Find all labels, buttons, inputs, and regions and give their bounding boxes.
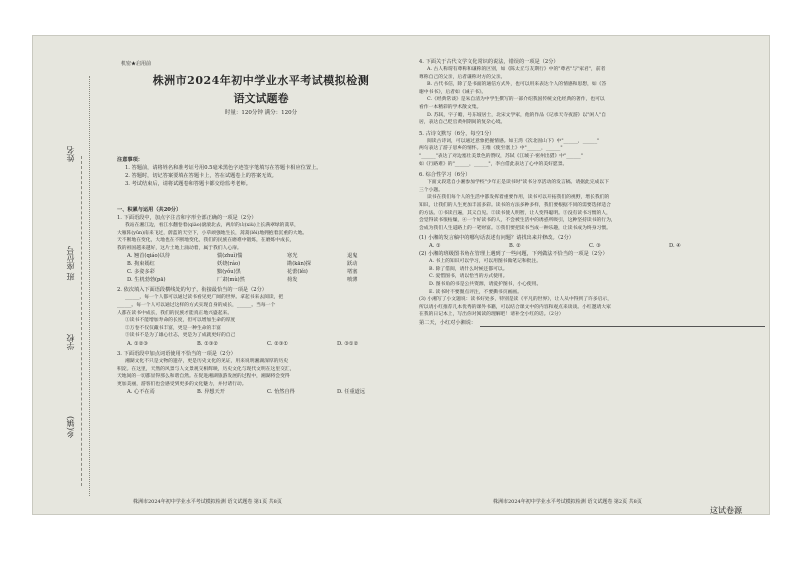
- q2-passage-line: 人都在读书中成长，我们的民族才能真正地兴盛起来。: [117, 310, 233, 316]
- q4-stem: 4. 下面关于古代文学文化常识的说法，错误的一项是（2分）: [419, 59, 559, 65]
- q2-passage-line: ______。每一个人可以通过这样的方式实现自身的成长，______。当每一个: [117, 302, 276, 308]
- q3-passage-line: 积淀。在这里，天然的风景与人文景观交相辉映，历史文化与现代文明在这里交汇，: [117, 366, 295, 372]
- exam-page-2: [413, 36, 769, 514]
- option-cell: A. ①: [429, 243, 441, 250]
- q6-sub2-option: B. 除了借阅，请什么时候还都可以。: [429, 266, 508, 272]
- q6-passage-line: 知识，让我们的人生更加丰富多彩。读书的方法多种多样，我们要根据不同的需要选择适合: [419, 202, 611, 208]
- scanned-exam-sheet: [33, 36, 769, 514]
- q3-passage-line: 天地间的一切都显得那么和谐自然。在促进湘湖旅游发展的过程中，湘湖将会变得: [117, 374, 290, 380]
- option-cell: 荷发: [287, 277, 298, 284]
- q2-choice: ①读书不能增加寿命的长度，但可以增加生命的厚度: [125, 318, 236, 324]
- option-cell: 惴(zhuì)惴: [217, 253, 243, 260]
- margin-township-label: 乡(镇): [66, 416, 75, 439]
- option-cell: D. ④: [669, 243, 681, 250]
- q4-option-line: 看作一本精彩的学术散文集。: [419, 104, 482, 110]
- option-cell: C. 多姿多彩: [127, 269, 155, 276]
- q6-sub1: (1) 小湘的发言稿中的哪句话表述有问题？请找出来并修改。（2分）: [419, 235, 574, 242]
- page2-footer: 株洲市2024年初中学业水平考试模拟检测 语文试题卷 第2页 共8页: [493, 499, 642, 505]
- q5-line: 阅读古诗词，可以通过意象把握情感。如王湾《次北固山下》中"______，______": [427, 138, 600, 144]
- q4-option-line: C.《经典常谈》是朱自清为中学生撰写的一部介绍我国传统文化经典的著作，也可以: [427, 97, 605, 103]
- q1-option-d: [117, 276, 397, 284]
- q6-sub2-option: E. 读书时不要圈点评注，不要撕书页画画。: [429, 289, 522, 295]
- q3-options: [117, 388, 397, 396]
- q6-stem: 6. 综合性学习（6分）: [419, 172, 471, 179]
- q2-options: [117, 340, 397, 348]
- q6-intro-line: 下面文段选自小湘参加学校"少年正是读书时"读书分享活动的发言稿。请据此完成以下: [427, 180, 609, 186]
- q6-sub2-option: D. 图书角的书是公共资源，请爱护图书，小心使用。: [429, 282, 542, 288]
- q6-sub1-options: [419, 242, 765, 250]
- q6-sub3-line: 在我的日记本上，写出你对阅读的理解吧！请补全小红的话。（2分）: [419, 312, 564, 318]
- option-cell: C. ③: [589, 243, 601, 250]
- q2-passage-line: ______，每一个人都可以通过读书看见更广阔的世界。拿起书来去阅读，把: [125, 295, 284, 301]
- note-item: 2. 答题时，切记答案要填在答题卡上，答在试题卷上的答案无效。: [125, 173, 277, 179]
- margin-seat-label: 班 座位号: [66, 246, 75, 281]
- q4-option-line: D. 苏轼，字子瞻，号东坡居士，北宋文学家，他的作品《记承天寺夜游》以"闲人"自: [427, 112, 607, 118]
- notes-title: 注意事项：: [117, 157, 143, 163]
- q1-option-c: [117, 268, 397, 276]
- q6-sub2-option: A. 书上的知识可以学习，可以用图书做笔记和批注。: [429, 259, 542, 265]
- q1-option-b: [117, 260, 397, 268]
- q1-passage-line: 我站在湘江边，看江水翻卷着(qiào)滚滚北去，两岸的山(xiù)上长满翠绿的蒿草，: [125, 223, 299, 228]
- option-cell: D. 任重道远: [337, 389, 366, 396]
- q5-line: 如《行路难》的"______，______"，李白借此表达了心中的美好愿景。: [419, 161, 568, 167]
- q6-sub2-option: C. 爱惜图书，请以恰当的方式使用。: [429, 274, 508, 280]
- option-cell: D. ③①②: [337, 340, 359, 347]
- q1-option-a: [117, 252, 397, 260]
- option-cell: 退鬼: [347, 253, 358, 260]
- option-cell: B. 拘束嫣红: [127, 261, 155, 268]
- q1-stem: 1. 下面语段中，加点字注音和字形全部正确的一项是（2分）: [117, 215, 257, 221]
- q5-line: 两句表达了游子思乡的情怀。王维《使至塞上》中"______，______": [419, 146, 563, 152]
- exam-subtitle: 语文试题卷: [233, 92, 289, 105]
- q4-option-line: B. 古代书信，除了是书面的通信方式外，也可以用来表达个人的情感和思想，如《答: [427, 82, 607, 88]
- q2-choice: ③读书不是为了雄心壮志，更是为了成就更好的自己: [125, 333, 236, 339]
- option-cell: 花蕾(lěi): [287, 269, 308, 276]
- q6-answer-row: [419, 319, 765, 327]
- option-cell: D. 生机勃勃(pā): [127, 277, 166, 284]
- q6-passage-line: 会成为我们人生道路上的一笔财富。⑤我们要把读书当成一种乐趣，让读书成为终身习惯。: [419, 225, 611, 231]
- secret-label: 机密★启用前: [121, 61, 152, 67]
- option-cell: 厂肃(mù)然: [217, 277, 245, 284]
- option-cell: 跃动: [347, 261, 358, 268]
- q4-block: [419, 58, 765, 327]
- option-cell: C. 怡然自得: [267, 389, 295, 396]
- q6-sub3-line: 所以请小红推荐几本优秀的课外书籍，可以结合课文中的内容和观点来谈谈。小红邀请大家: [419, 304, 611, 310]
- option-cell: B. ①③②: [197, 340, 219, 347]
- option-cell: B. ②: [509, 243, 521, 250]
- option-cell: 妖娆(ráo): [217, 261, 241, 268]
- q6-intro-line: 三个小题。: [419, 187, 443, 193]
- option-cell: 黯(yǒu)黑: [217, 269, 241, 276]
- margin-school-label: 学校: [66, 334, 75, 350]
- option-cell: 堵塞: [347, 269, 358, 276]
- option-cell: 勘(kān)探: [287, 261, 311, 268]
- note-item: 1. 答题前，请将姓名和准考证号用0.5毫米黑色字迹签字笔填写在答题卡相应位置上。: [125, 165, 322, 171]
- option-cell: C. ②③①: [267, 340, 289, 347]
- q4-option-line: A. 古人称谓有尊称和谦称的区别，如《陈太丘与友期行》中的"尊君"与"家君"，前者: [427, 67, 606, 72]
- exam-page-1: [33, 36, 403, 514]
- q4-option-line: 谢中书书》，后者如《诫子书》。: [419, 89, 487, 95]
- q3-stem: 3. 下面语段中加点词语使用不恰当的一项是（2分）: [117, 350, 236, 357]
- option-cell: 寒光: [287, 253, 298, 260]
- q6-passage-line: 的方法。①书读百遍，其义自见。②读书使人明智，让人变得聪明。③没有读书习惯的人，: [419, 210, 611, 216]
- q5-line: "______"表达了对边塞壮美景色的赞叹，苏轼《江城子·密州出猎》中"______": [419, 153, 583, 159]
- source-watermark-label: 这试卷源: [710, 506, 742, 515]
- option-cell: A. 心不在焉: [127, 389, 155, 396]
- q1-passage-line: 天不断地在变化，大地也在不断地变化，我们的民族在磨难中锻炼，在磨炼中成长，: [117, 238, 295, 244]
- q2-choice: ②万卷不仅仅藏书丰富，更是一种生命的丰富: [125, 325, 221, 331]
- q6-answer-label: 第二天，小红对小湘说：: [419, 320, 477, 327]
- q4-option-line: 居，表达自己贬官黄州期间的复杂心境。: [419, 120, 506, 126]
- q2-stem: 2. 依次填入下面语段横线处的句子，衔接最恰当的一项是（2分）: [117, 287, 267, 294]
- binding-line-inner: [89, 76, 90, 496]
- q3-passage-line: 更加美丽，游客们也会感受到更多的文化魅力，并付诸行动。: [117, 381, 247, 387]
- notes-block: [117, 156, 397, 188]
- q5-stem: 5. 古诗文默写（6分，每空1分）: [419, 130, 495, 137]
- q6-sub3-line: (3) 小湘写了小文题说：读书好处多，特别是读《平凡的世界》，让人从中得到了许多启示，: [419, 297, 613, 303]
- q6-passage-line: 读书在我们每个人的生活中都发挥着重要作用，读书可以开拓我们的视野，增长我们的: [427, 195, 610, 201]
- option-cell: A. 翘首(qiáo)以待: [127, 253, 171, 260]
- exam-meta: 时量：120分钟 满分：120分: [224, 110, 298, 116]
- option-cell: 喷薄: [347, 277, 358, 284]
- section1-title: 一、积累与运用（共20分）: [117, 207, 182, 213]
- section1: [117, 206, 397, 396]
- q3-passage-line: 湘湖文化不只是文物的遗存，更是历史文化的见证，用来说明湘湖深厚的历史: [125, 358, 289, 364]
- q6-answer-line[interactable]: [480, 320, 765, 327]
- binding-line-outer: [81, 156, 82, 486]
- margin-name-label: 姓名: [66, 146, 75, 162]
- q6-sub2: (2) 小湘的班级图书角在管理上遇到了一些问题，下列做法不恰当的一项是（2分）: [419, 251, 608, 258]
- q1-passage-line: 我的祖国越来越好，这片土地上涌动着，属于我们人心扉。: [117, 245, 242, 251]
- page1-footer: 株洲市2024年初中学业水平考试模拟检测 语文试题卷 第1页 共8页: [133, 499, 282, 505]
- q1-passage-line: 大雁阵(yǔn)南来飞过，蔚蓝的天空下，小草顽强地生长，蒿蒿(lěi)地拥抱着沉重的大地。: [117, 230, 308, 236]
- note-item: 3. 考试结束后，请将试题卷和答题卡都交给监考老师。: [125, 181, 251, 187]
- q6-passage-line: 会觉得读书很枯燥，④一个好读书的人，不会被生活中的诱惑所吸引，这种坚持读书的行为，: [419, 218, 616, 224]
- q4-option-line: 尊称自己的父亲，后者谦称对方的父亲。: [419, 74, 506, 80]
- exam-title: 株洲市2024年初中学业水平考试模拟检测: [152, 74, 370, 87]
- option-cell: B. 异想天开: [197, 389, 225, 396]
- option-cell: A. ①②③: [127, 340, 148, 347]
